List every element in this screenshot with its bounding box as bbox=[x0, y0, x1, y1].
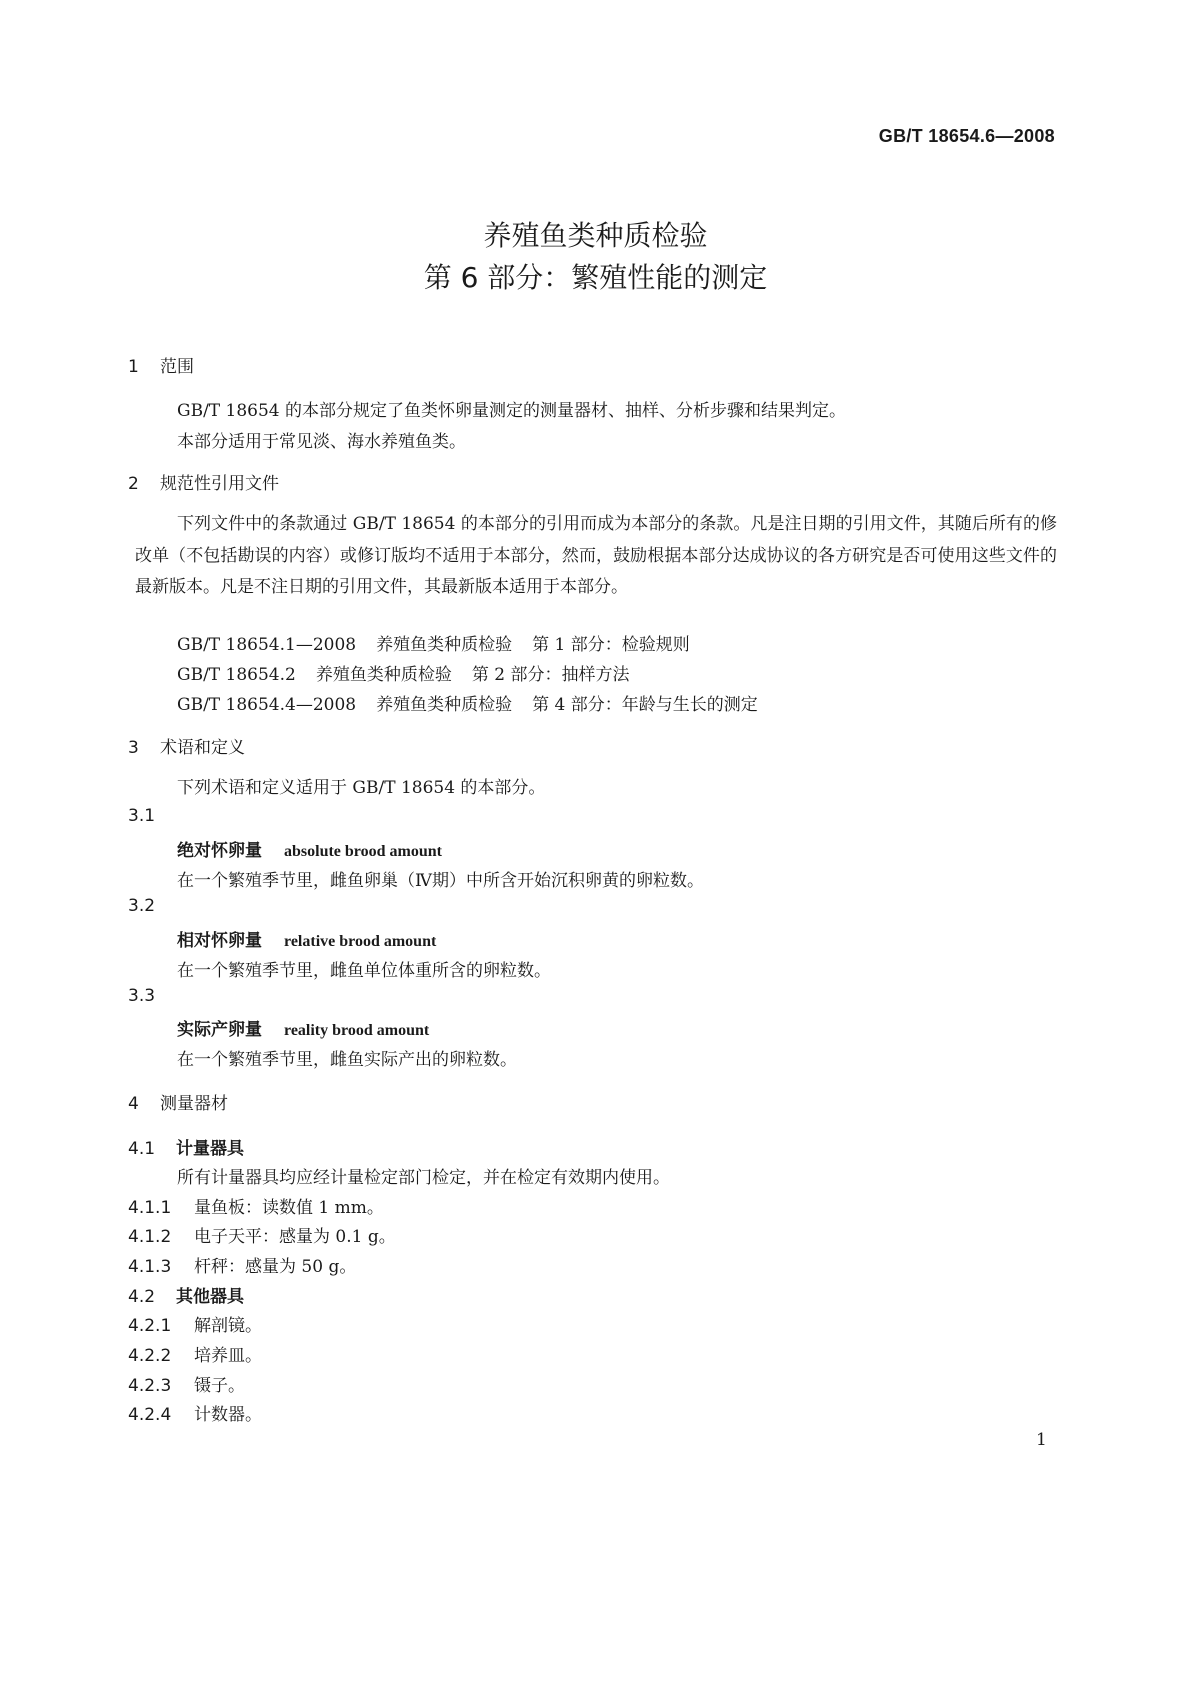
section-3-heading bbox=[128, 733, 245, 758]
reference-part: 第 4 部分：年龄与生长的测定 bbox=[532, 695, 758, 715]
term-definition: 在一个繁殖季节里，雌鱼实际产出的卵粒数。 bbox=[177, 1050, 517, 1070]
term-number: 3.1 bbox=[128, 806, 156, 826]
section-1-heading bbox=[128, 352, 194, 377]
term-heading bbox=[177, 1015, 429, 1040]
list-item bbox=[128, 1371, 245, 1396]
term-number: 3.2 bbox=[128, 896, 156, 916]
item-number: 4.2.4 bbox=[128, 1405, 172, 1425]
term-number: 3.3 bbox=[128, 986, 156, 1006]
list-item bbox=[128, 1252, 356, 1277]
term-en: reality brood amount bbox=[284, 1022, 430, 1039]
section-2-heading bbox=[128, 469, 279, 494]
item-number: 4.2.2 bbox=[128, 1346, 172, 1366]
reference-title: 养殖鱼类种质检验 bbox=[376, 635, 513, 655]
item-text: 解剖镜。 bbox=[194, 1316, 262, 1336]
subsection-4-1-heading bbox=[128, 1134, 244, 1159]
paragraph: GB/T 18654 的本部分规定了鱼类怀卵量测定的测量器材、抽样、分析步骤和结果判定。 bbox=[177, 401, 847, 421]
term-heading bbox=[177, 926, 436, 951]
item-text: 计数器。 bbox=[194, 1405, 262, 1425]
section-title: 规范性引用文件 bbox=[160, 474, 279, 494]
section-number: 1 bbox=[128, 357, 139, 377]
standard-number: GB/T 18654.6—2008 bbox=[878, 126, 1055, 146]
item-number: 4.1.1 bbox=[128, 1198, 172, 1218]
term-heading bbox=[177, 836, 442, 861]
section-title: 术语和定义 bbox=[160, 738, 245, 758]
reference-code: GB/T 18654.2 bbox=[177, 665, 296, 685]
list-item bbox=[128, 1400, 262, 1425]
reference-code: GB/T 18654.4—2008 bbox=[177, 695, 357, 715]
item-text: 电子天平：感量为 0.1 g。 bbox=[194, 1227, 396, 1247]
item-number: 4.1.3 bbox=[128, 1257, 172, 1277]
section-number: 2 bbox=[128, 474, 139, 494]
section-number: 4 bbox=[128, 1094, 139, 1114]
term-cn: 相对怀卵量 bbox=[177, 931, 262, 951]
term-en: relative brood amount bbox=[284, 933, 437, 950]
paragraph: 所有计量器具均应经计量检定部门检定，并在检定有效期内使用。 bbox=[177, 1168, 670, 1188]
reference-item bbox=[177, 630, 690, 655]
paragraph: 下列术语和定义适用于 GB/T 18654 的本部分。 bbox=[177, 778, 546, 798]
doc-subtitle: 第 6 部分：繁殖性能的测定 bbox=[423, 261, 768, 294]
doc-title: 养殖鱼类种质检验 bbox=[483, 219, 708, 252]
section-number: 3 bbox=[128, 738, 139, 758]
term-definition: 在一个繁殖季节里，雌鱼卵巢（Ⅳ期）中所含开始沉积卵黄的卵粒数。 bbox=[177, 871, 704, 891]
item-text: 镊子。 bbox=[194, 1376, 245, 1396]
item-text: 培养皿。 bbox=[194, 1346, 262, 1366]
page-number: 1 bbox=[1036, 1430, 1047, 1450]
section-4-heading bbox=[128, 1089, 228, 1114]
item-number: 4.1.2 bbox=[128, 1227, 172, 1247]
subsection-number: 4.1 bbox=[128, 1139, 156, 1159]
term-en: absolute brood amount bbox=[284, 843, 442, 860]
reference-title: 养殖鱼类种质检验 bbox=[376, 695, 513, 715]
reference-part: 第 2 部分：抽样方法 bbox=[471, 665, 630, 685]
item-number: 4.2.3 bbox=[128, 1376, 172, 1396]
subsection-4-2-heading bbox=[128, 1282, 244, 1307]
list-item bbox=[128, 1193, 384, 1218]
reference-part: 第 1 部分：检验规则 bbox=[532, 635, 690, 655]
list-item bbox=[128, 1341, 262, 1366]
reference-title: 养殖鱼类种质检验 bbox=[315, 665, 452, 685]
item-text: 量鱼板：读数值 1 mm。 bbox=[194, 1198, 384, 1218]
subsection-title: 其他器具 bbox=[176, 1287, 244, 1307]
term-cn: 绝对怀卵量 bbox=[177, 841, 262, 861]
paragraph: 下列文件中的条款通过 GB/T 18654 的本部分的引用而成为本部分的条款。凡是注日期的引用文件，其随后所有的修改单（不包括勘误的内容）或修订版均不适用于本部分，然而，鼓励根据本部分达成协议的各方研究是否可使用这些文件的最新版本。凡是不注日期的引用文件，其最新版本适用于本部分。 bbox=[135, 514, 1057, 597]
reference-item bbox=[177, 690, 758, 715]
reference-code: GB/T 18654.1—2008 bbox=[177, 635, 357, 655]
subsection-title: 计量器具 bbox=[176, 1139, 244, 1159]
term-definition: 在一个繁殖季节里，雌鱼单位体重所含的卵粒数。 bbox=[177, 961, 551, 981]
section-title: 范围 bbox=[160, 357, 194, 377]
paragraph: 本部分适用于常见淡、海水养殖鱼类。 bbox=[177, 432, 466, 452]
list-item bbox=[128, 1311, 262, 1336]
item-number: 4.2.1 bbox=[128, 1316, 172, 1336]
list-item bbox=[128, 1222, 396, 1247]
term-cn: 实际产卵量 bbox=[177, 1020, 262, 1040]
section-title: 测量器材 bbox=[160, 1094, 228, 1114]
item-text: 杆秤：感量为 50 g。 bbox=[194, 1257, 357, 1277]
subsection-number: 4.2 bbox=[128, 1287, 156, 1307]
reference-item bbox=[177, 660, 629, 685]
